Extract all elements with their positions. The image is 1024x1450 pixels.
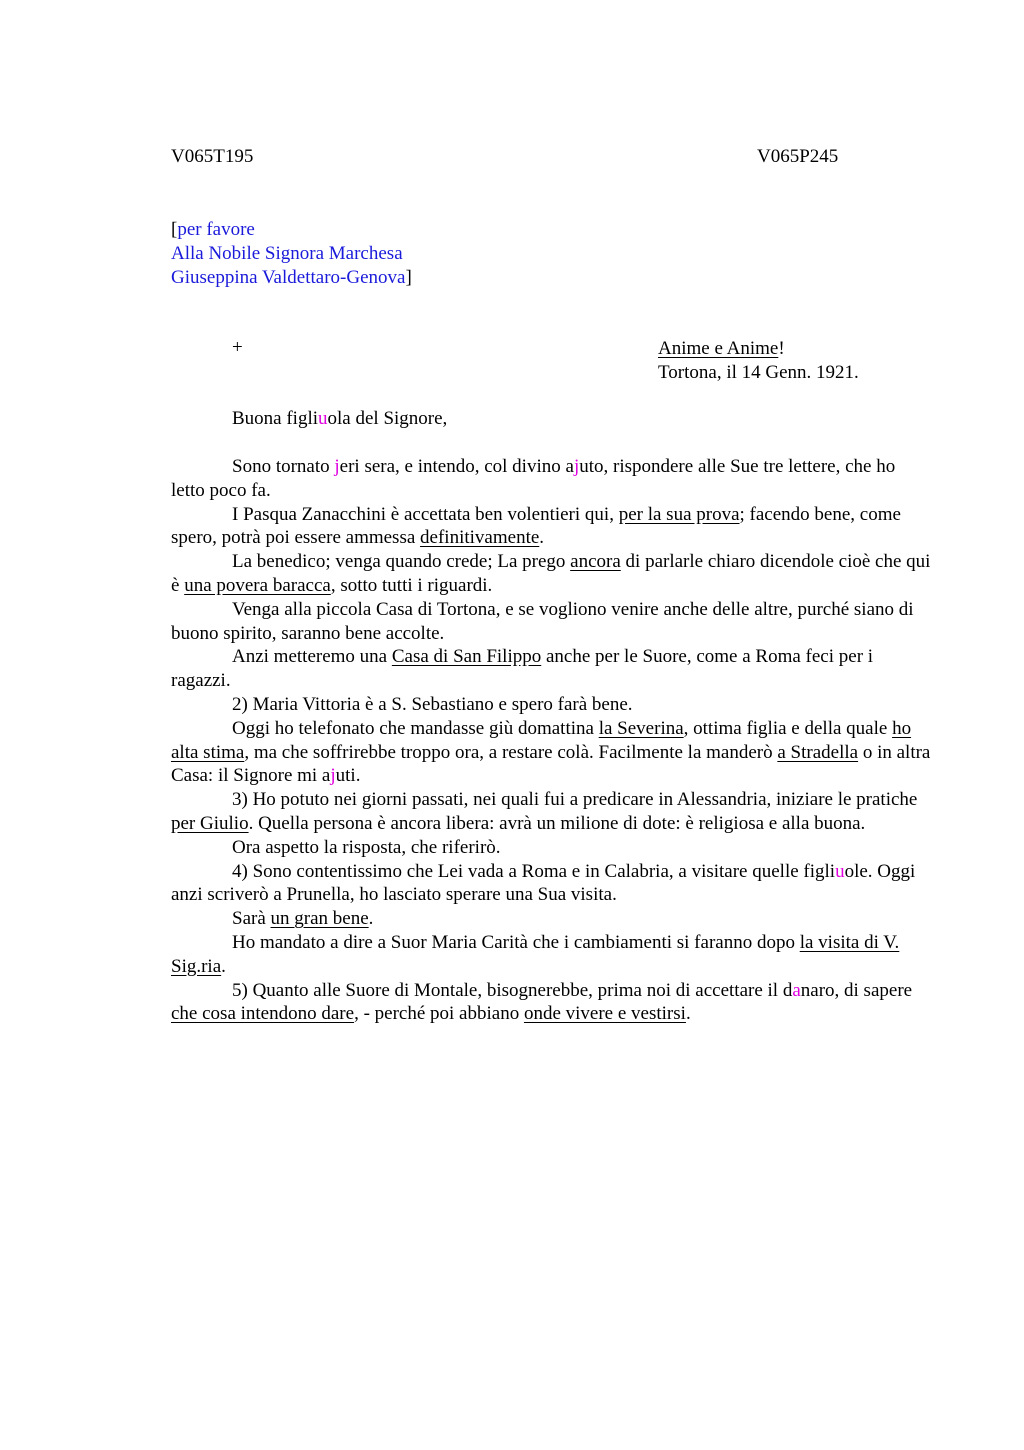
address-line-1: per favore [177,219,255,240]
paragraph-10: 4) Sono contentissimo che Lei vada a Roma e in Calabria, a visitare quelle figliuole. Oggi anzi scriverò a Prunella, ho lasciato sperare una Sua visita. [171,860,916,906]
motto-text: Anime e Anime [658,338,779,359]
motto: Anime e Anime! [658,338,785,359]
paragraph-7: Oggi ho telefonato che mandasse giù domattina la Severina, ottima figlia e della quale ho alta stima, ma che soffrirebbe troppo ora, a restare colà. Facilmente la manderò a Stradella o in altra Casa: il Signore mi ajuti. [171,717,931,787]
paragraph-11: Sarà un gran bene. [232,908,374,930]
paragraph-4: Venga alla piccola Casa di Tortona, e se vogliono venire anche delle altre, purché siano di buono spirito, saranno bene accolte. [171,598,914,644]
cross-symbol: + [232,337,243,358]
address-close-bracket: ] [405,267,412,288]
document-code-right: V065P245 [757,146,839,167]
paragraph-2: I Pasqua Zanacchini è accettata ben volentieri qui, per la sua prova; facendo bene, come spero, potrà poi essere ammessa definitivamente. [171,503,901,549]
paragraph-6: 2) Maria Vittoria è a S. Sebastiano e spero farà bene. [232,693,633,715]
paragraph-3: La benedico; venga quando crede; La prego ancora di parlarle chiaro dicendole cioè che qui è una povera baracca, sotto tutti i riguardi. [171,551,931,596]
letter-body [171,455,931,1026]
paragraph-1: Sono tornato jeri sera, e intendo, col divino ajuto, rispondere alle Sue tre lettere, che ho letto poco fa. [171,456,896,501]
place-date: Tortona, il 14 Genn. 1921. [658,362,859,383]
address-line-2: Alla Nobile Signora Marchesa [171,243,403,264]
paragraph-12: Ho mandato a dire a Suor Maria Carità che i cambiamenti si faranno dopo la visita di V. Sig.ria. [171,931,900,977]
date-block [658,337,859,385]
salutation: Buona figliuola del Signore, [232,408,448,429]
paragraph-5: Anzi metteremo una Casa di San Filippo anche per le Suore, come a Roma feci per i ragazzi. [171,646,874,692]
paragraph-9: Ora aspetto la risposta, che riferirò. [232,836,501,858]
address-block [171,218,412,290]
paragraph-13: 5) Quanto alle Suore di Montale, bisognerebbe, prima noi di accettare il danaro, di sapere che cosa intendono dare, - perché poi abbiano onde vivere e vestirsi. [171,979,913,1025]
document-code-left: V065T195 [171,146,254,167]
address-open-bracket: [ [171,219,178,240]
paragraph-8: 3) Ho potuto nei giorni passati, nei quali fui a predicare in Alessandria, iniziare le pratiche per Giulio. Quella persona è ancora libera: avrà un milione di dote: è religiosa e alla buona. [171,789,918,834]
address-line-3: Giuseppina Valdettaro-Genova [171,267,406,288]
